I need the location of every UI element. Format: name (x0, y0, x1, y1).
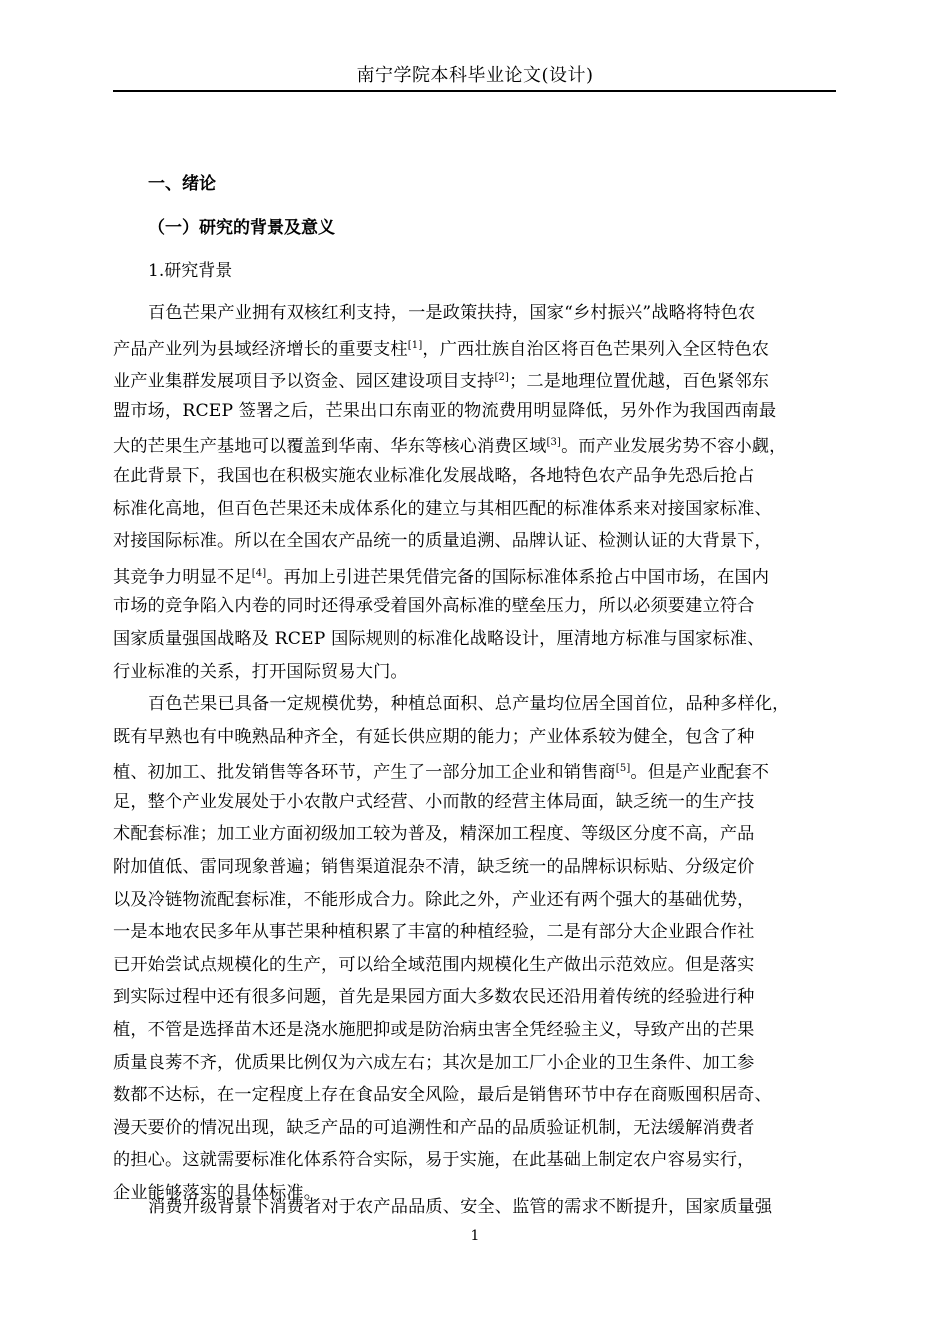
citation-marker: [1] (407, 339, 423, 351)
paragraph-line: 行业标准的关系，打开国际贸易大门。 (113, 661, 408, 682)
paragraph-line: 标准化高地，但百色芒果还未成体系化的建立与其相匹配的标准体系来对接国家标准、 (113, 498, 772, 519)
paragraph-line: 一是本地农民多年从事芒果种植积累了丰富的种植经验，二是有部分大企业跟合作社 (113, 922, 755, 943)
paragraph-2 (113, 688, 841, 1210)
paragraph-line: 既有早熟也有中晚熟品种齐全，有延长供应期的能力；产业体系较为健全，包含了种 (113, 726, 755, 747)
paragraph-line: 植、初加工、批发销售等各环节，产生了一部分加工企业和销售商[5]。但是产业配套不 (113, 762, 770, 783)
paragraph-line: 到实际过程中还有很多问题，首先是果园方面大多数农民还沿用着传统的经验进行种 (113, 987, 755, 1008)
citation-marker: [4] (251, 567, 267, 579)
citation-marker: [3] (546, 437, 562, 449)
paragraph-line: 植，不管是选择苗木还是浇水施肥抑或是防治病虫害全凭经验主义，导致产出的芒果 (113, 1019, 755, 1040)
subsubsection-heading: 1.研究背景 (148, 261, 233, 281)
subsection-heading: （一）研究的背景及意义 (148, 218, 335, 238)
paragraph-line: 国家质量强国战略及 RCEP 国际规则的标准化战略设计，厘清地方标准与国家标准、 (113, 628, 765, 649)
page-number: 1 (470, 1228, 480, 1244)
paragraph-line: 百色芒果产业拥有双核红利支持，一是政策扶持，国家“乡村振兴”战略将特色农 (148, 303, 756, 323)
paragraph-line: 企业能够落实的具体标准。 (113, 1182, 322, 1203)
paragraph-line: 质量良莠不齐，优质果比例仅为六成左右；其次是加工厂小企业的卫生条件、加工参 (113, 1052, 755, 1073)
paragraph-line: 业产业集群发展项目予以资金、园区建设项目支持[2]；二是地理位置优越，百色紧邻东 (113, 371, 770, 392)
paragraph-line: 已开始尝试点规模化的生产，可以给全域范围内规模化生产做出示范效应。但是落实 (113, 954, 755, 975)
paragraph-line: 盟市场，RCEP 签署之后，芒果出口东南亚的物流费用明显降低，另外作为我国西南最 (113, 400, 777, 421)
paragraph-line: 市场的竞争陷入内卷的同时还得承受着国外高标准的壁垒压力，所以必须要建立符合 (113, 596, 755, 617)
paragraph-line: 附加值低、雷同现象普遍；销售渠道混杂不清，缺乏统一的品牌标识标贴、分级定价 (113, 856, 755, 877)
paragraph-line: 的担心。这就需要标准化体系符合实际，易于实施，在此基础上制定农户容易实行， (113, 1150, 755, 1171)
paragraph-line: 其竞争力明显不足[4]。再加上引进芒果凭借完备的国际标准体系抢占中国市场，在国内 (113, 567, 770, 588)
paragraph-3 (113, 1191, 841, 1224)
paragraph-line: 产品产业列为县域经济增长的重要支柱[1]，广西壮族自治区将百色芒果列入全区特色农 (113, 339, 770, 360)
header-rule (113, 90, 836, 92)
paragraph-line: 漫天要价的情况出现，缺乏产品的可追溯性和产品的品质验证机制，无法缓解消费者 (113, 1117, 755, 1138)
paragraph-line: 术配套标准；加工业方面初级加工较为普及，精深加工程度、等级区分度不高，产品 (113, 824, 755, 845)
paragraph-line: 消费升级背景下消费者对于农产品品质、安全、监管的需求不断提升，国家质量强 (148, 1197, 773, 1217)
paragraph-line: 数都不达标，在一定程度上存在食品安全风险，最后是销售环节中存在商贩囤积居奇、 (113, 1085, 772, 1106)
paragraph-line: 在此背景下，我国也在积极实施农业标准化发展战略，各地特色农产品争先恐后抢占 (113, 465, 755, 486)
section-heading: 一、绪论 (148, 174, 216, 194)
paragraph-line: 对接国际标准。所以在全国农产品统一的质量追溯、品牌认证、检测认证的大背景下， (113, 531, 772, 552)
paragraph-line: 大的芒果生产基地可以覆盖到华南、华东等核心消费区域[3]。而产业发展劣势不容小觑， (113, 437, 787, 458)
citation-marker: [2] (494, 372, 510, 384)
paragraph-line: 以及冷链物流配套标准，不能形成合力。除此之外，产业还有两个强大的基础优势， (113, 889, 755, 910)
paragraph-line: 百色芒果已具备一定规模优势，种植总面积、总产量均位居全国首位，品种多样化， (148, 694, 790, 714)
citation-marker: [5] (615, 763, 631, 775)
paragraph-line: 足，整个产业发展处于小农散户式经营、小而散的经营主体局面，缺乏统一的生产技 (113, 791, 755, 812)
paragraph-1 (113, 297, 841, 688)
running-header-title: 南宁学院本科毕业论文(设计) (356, 65, 594, 86)
